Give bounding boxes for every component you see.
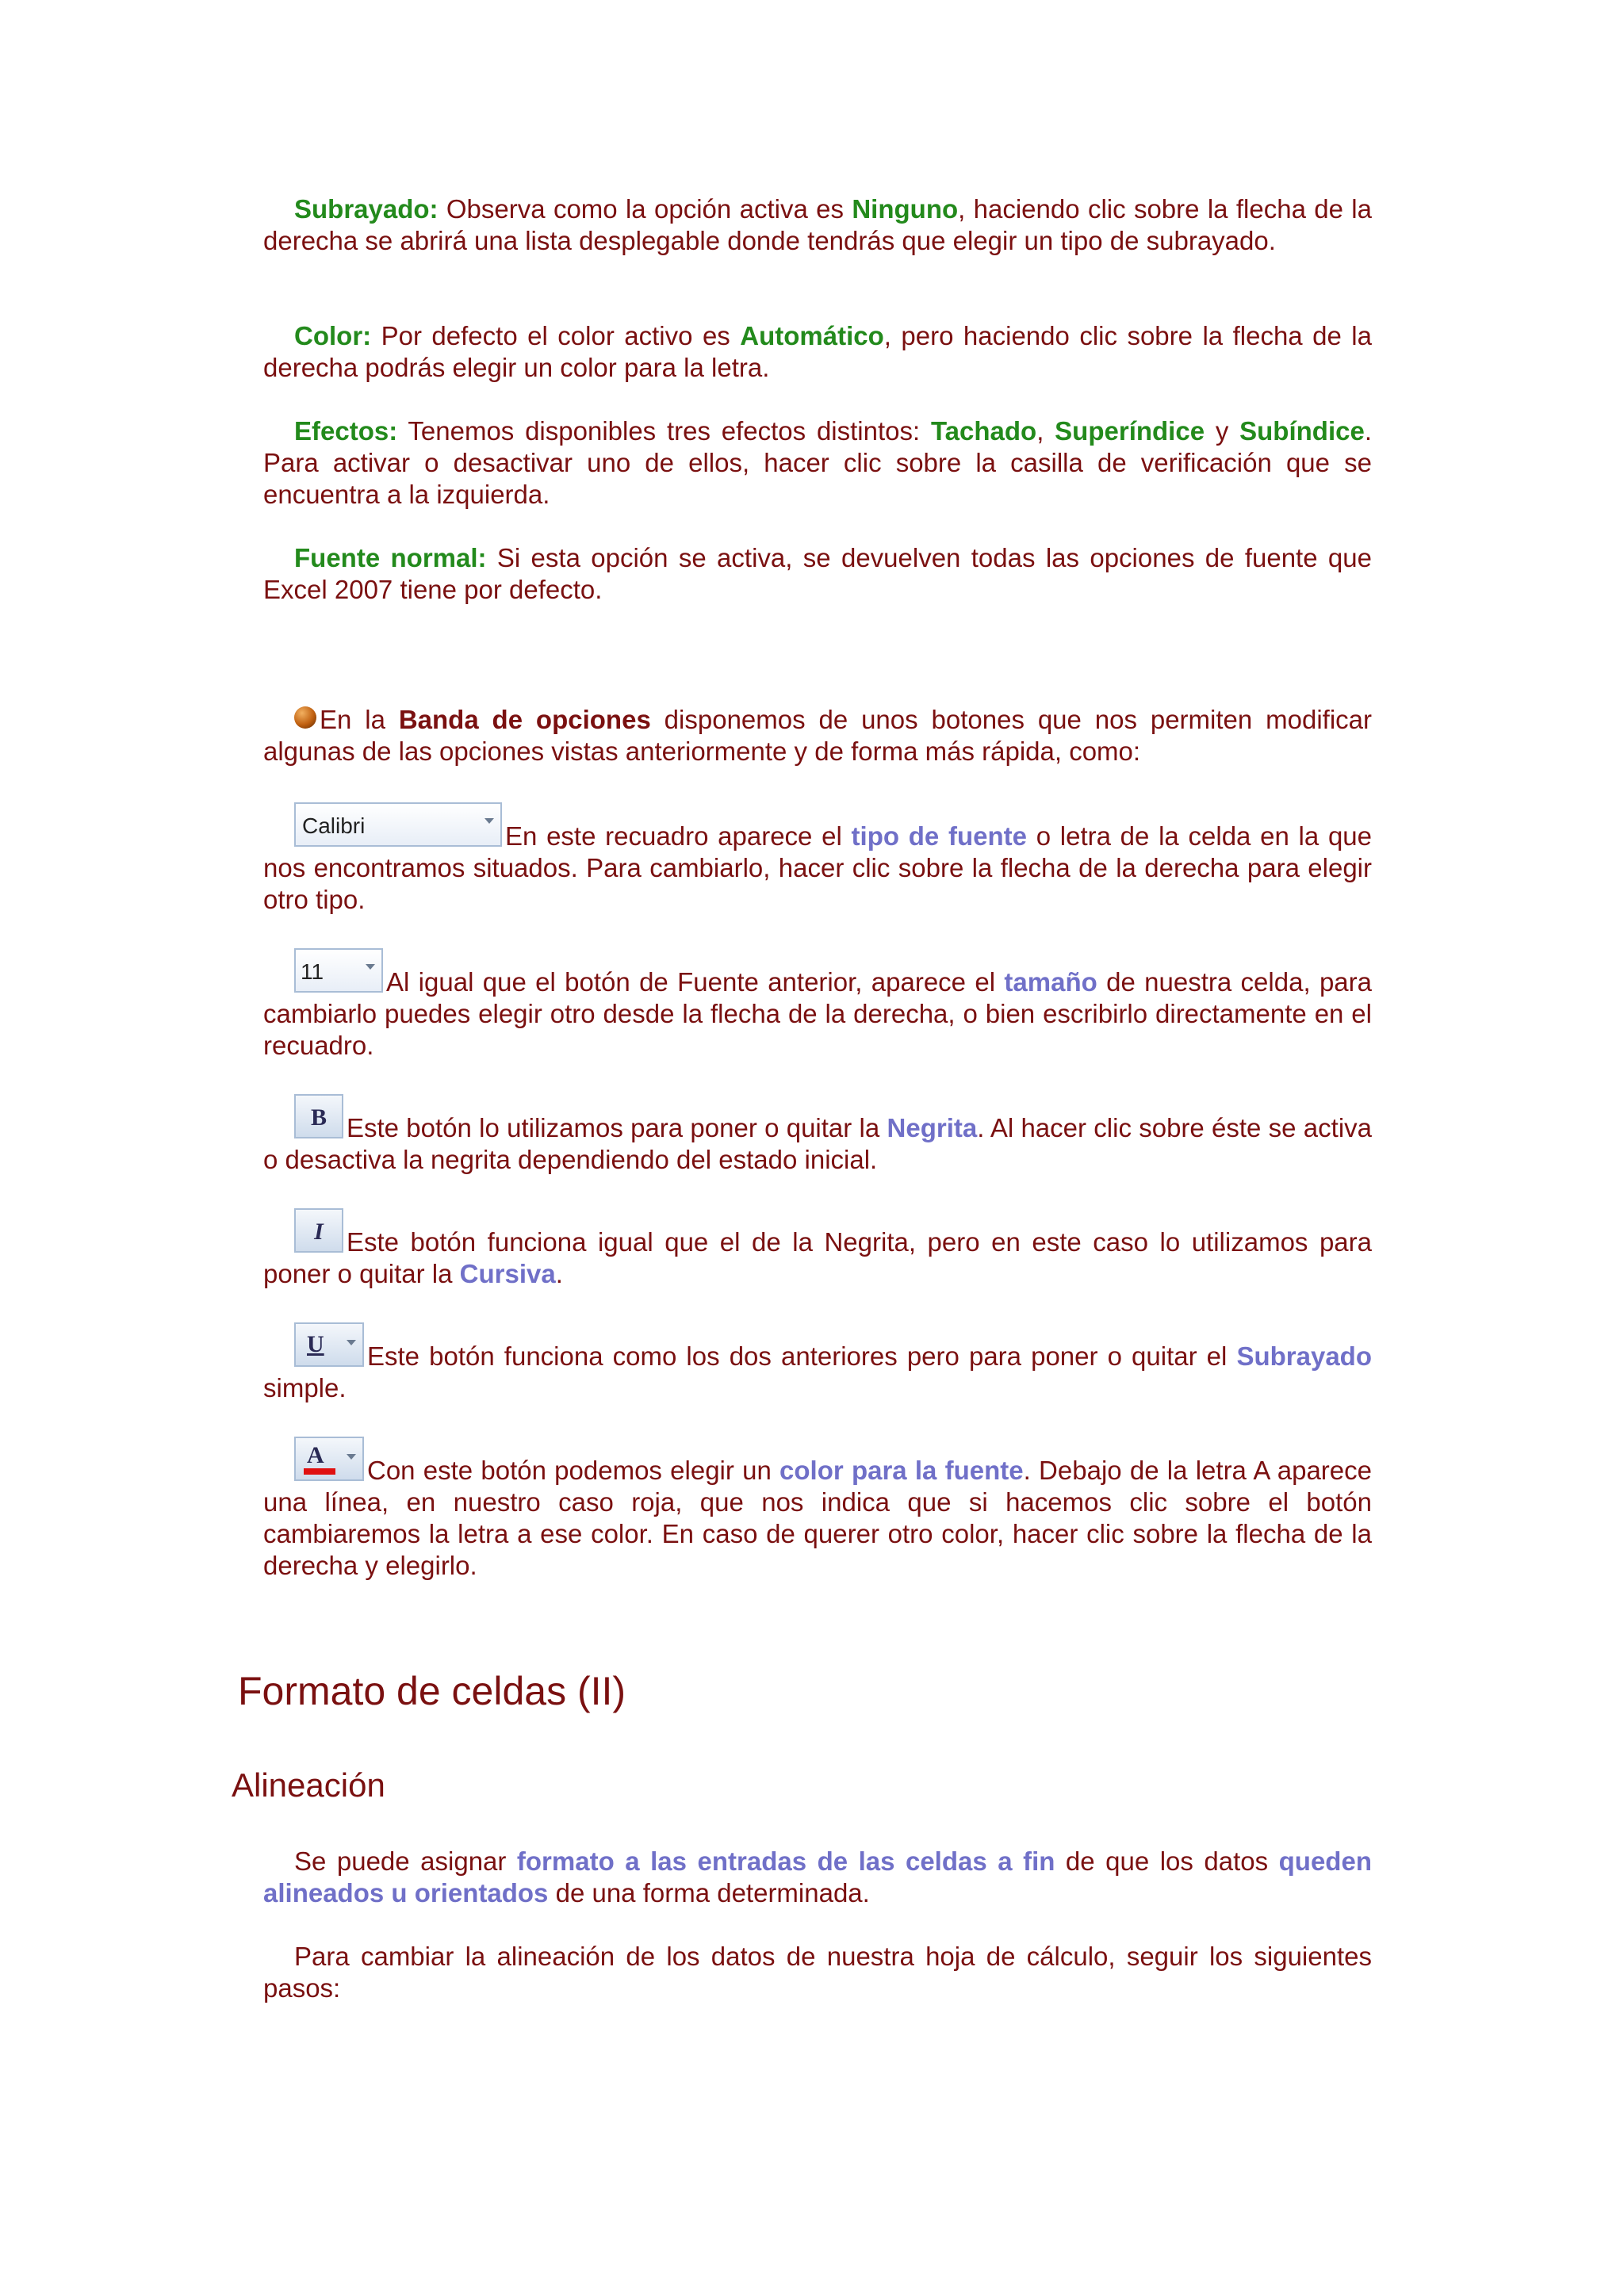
banda-de-opciones: Banda de opciones xyxy=(398,705,651,734)
term-fuente-normal: Fuente normal: xyxy=(294,543,487,572)
chevron-down-icon xyxy=(366,964,375,970)
heading-alineacion: Alineación xyxy=(232,1766,385,1804)
link-negrita[interactable]: Negrita xyxy=(887,1113,978,1142)
link-subrayado[interactable]: Subrayado xyxy=(1236,1341,1372,1371)
font-tool-paragraph: Calibri En este recuadro aparece el tipo de fuente o letra de la celda en la que nos encontramos situados. Para cambiarlo, hacer clic sobre la flecha de la derecha para elegir otro tipo. xyxy=(263,802,1372,916)
font-size-value: 11 xyxy=(301,959,324,984)
link-tamano[interactable]: tamaño xyxy=(1004,967,1097,997)
term-efectos: Efectos: xyxy=(294,416,398,446)
term-subrayado: Subrayado: xyxy=(294,194,439,224)
underline-tool-paragraph: U Este botón funciona como los dos anteriores pero para poner o quitar el Subrayado simple. xyxy=(263,1322,1372,1404)
bullet-icon xyxy=(294,706,316,729)
link-formato-entradas[interactable]: formato a las entradas de las celdas a fin xyxy=(516,1846,1055,1876)
link-cursiva[interactable]: Cursiva xyxy=(459,1259,556,1288)
link-color-para-la-fuente[interactable]: color para la fuente xyxy=(779,1456,1024,1485)
underline-icon: U xyxy=(307,1331,324,1357)
font-name-value: Calibri xyxy=(302,813,366,838)
italic-button[interactable] xyxy=(294,1208,343,1253)
option-superindice: Superíndice xyxy=(1055,416,1205,446)
subrayado-paragraph: Subrayado: Observa como la opción activa es Ninguno, haciendo clic sobre la flecha de la derecha se abrirá una lista desplegable donde tendrás que elegir un tipo de subrayado. xyxy=(263,194,1372,255)
chevron-down-icon xyxy=(485,818,494,824)
fontcolor-tool-paragraph: A Con este botón podemos elegir un color para la fuente. Debajo de la letra A aparece una línea, en nuestro caso roja, que nos indica que si hacemos clic sobre el botón cambiaremos la letra a ese color. En caso de querer otro color, hacer clic sobre la flecha de la derecha y elegirlo. xyxy=(263,1437,1372,1582)
chevron-down-icon xyxy=(347,1454,356,1460)
alineacion-paragraph-1: Se puede asignar formato a las entradas de las celdas a fin de que los datos queden alineados u orientados de una forma determinada. xyxy=(263,1846,1372,1908)
heading-formato-de-celdas: Formato de celdas (II) xyxy=(238,1669,626,1713)
font-color-bar xyxy=(304,1468,335,1475)
italic-icon: I xyxy=(314,1219,324,1245)
chevron-down-icon xyxy=(347,1340,356,1345)
efectos-paragraph: Efectos: Tenemos disponibles tres efectos distintos: Tachado, Superíndice y Subíndice. Para activar o desactivar uno de ellos, hacer clic sobre la casilla de verificación que se encuentra a la izquierda. xyxy=(263,416,1372,509)
link-tipo-de-fuente[interactable]: tipo de fuente xyxy=(851,821,1027,851)
italic-tool-paragraph: I Este botón funciona igual que el de la Negrita, pero en este caso lo utilizamos para poner o quitar la Cursiva. xyxy=(263,1208,1372,1290)
banda-paragraph: En la Banda de opciones disponemos de unos botones que nos permiten modificar algunas de las opciones vistas anteriormente y de forma más rápida, como: xyxy=(263,705,1372,766)
font-name-combobox[interactable] xyxy=(294,802,502,847)
bold-tool-paragraph: B Este botón lo utilizamos para poner o quitar la Negrita. Al hacer clic sobre éste se activa o desactiva la negrita dependiendo del estado inicial. xyxy=(263,1094,1372,1176)
size-tool-paragraph: 11 Al igual que el botón de Fuente anterior, aparece el tamaño de nuestra celda, para cambiarlo puedes elegir otro desde la flecha de la derecha, o bien escribirlo directamente en el recuadro. xyxy=(263,948,1372,1062)
font-color-icon: A xyxy=(307,1442,324,1468)
option-subindice: Subíndice xyxy=(1239,416,1365,446)
font-size-combobox[interactable] xyxy=(294,948,383,993)
alineacion-paragraph-2: Para cambiar la alineación de los datos de nuestra hoja de cálculo, seguir los siguientes pasos: xyxy=(263,1942,1372,2003)
option-ninguno: Ninguno xyxy=(852,194,959,224)
option-automatico: Automático xyxy=(740,321,884,350)
term-color: Color: xyxy=(294,321,372,350)
color-paragraph: Color: Por defecto el color activo es Automático, pero haciendo clic sobre la flecha de la derecha podrás elegir un color para la letra. xyxy=(263,321,1372,382)
bold-icon: B xyxy=(310,1104,327,1131)
option-tachado: Tachado xyxy=(930,416,1037,446)
fuente-normal-paragraph: Fuente normal: Si esta opción se activa, se devuelven todas las opciones de fuente que Excel 2007 tiene por defecto. xyxy=(263,543,1372,604)
underline-button[interactable] xyxy=(294,1322,364,1367)
link-queden-alineados[interactable]: queden alineados u orientados xyxy=(263,1846,1372,1908)
font-color-button[interactable] xyxy=(294,1437,364,1481)
bold-button[interactable] xyxy=(294,1094,343,1138)
